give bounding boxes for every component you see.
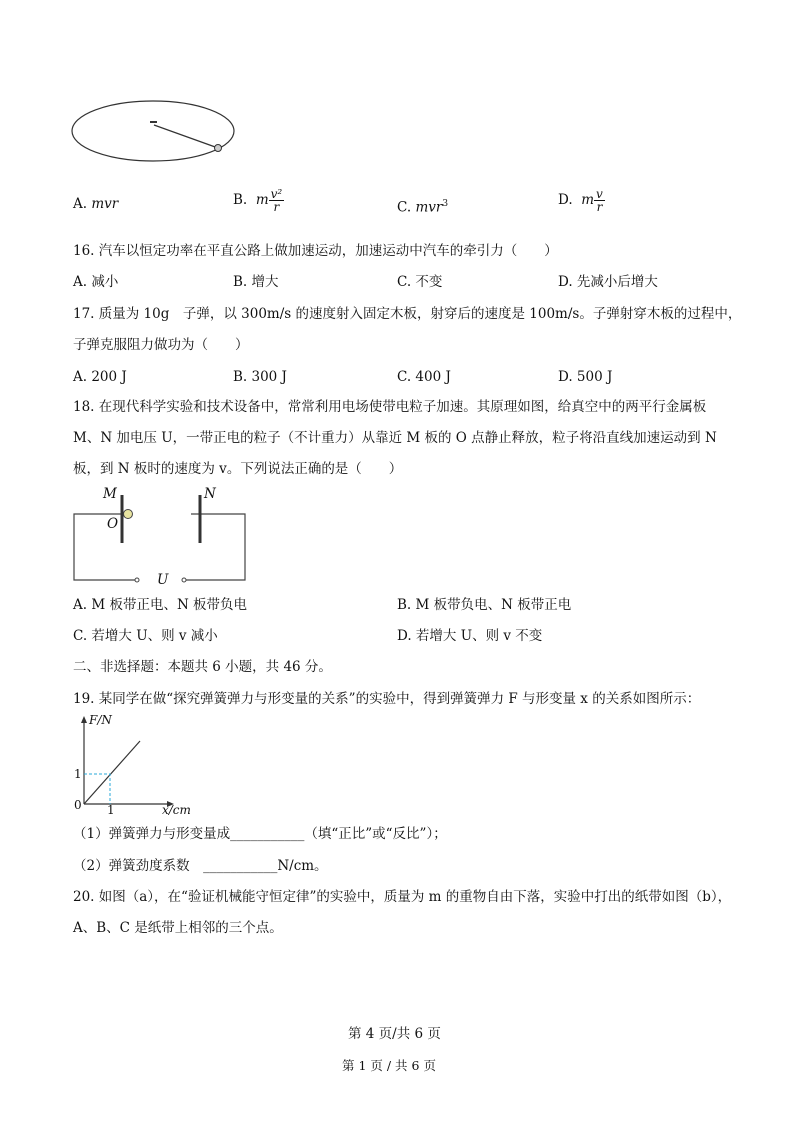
y-axis-label [89,711,112,729]
origin-label: 0 [74,798,82,812]
q18-stem-line2: M、N 加电压 U，一带正电的粒子（不计重力）从靠近 M 板的 O 点静止释放，粒子将沿直线加速运动到 N [73,430,717,446]
label: B. [233,192,248,208]
denominator: r [273,200,280,214]
voltage-u-label: U [157,572,169,588]
q18-option-b[interactable]: B. M 板带负电、N 板带正电 [397,597,572,613]
q16-option-c[interactable]: C. 不变 [397,274,443,290]
q16-stem: 16. 汽车以恒定功率在平直公路上做加速运动，加速运动中汽车的牵引力（ ） [73,243,558,259]
q15-option-b[interactable] [233,188,284,213]
numerator: v² [270,187,283,201]
point-o-label: O [107,516,119,532]
label: A. [73,196,88,212]
q17-option-c[interactable]: C. 400 J [397,369,451,385]
value: mvr [91,196,119,212]
q18-stem-line3: 板，到 N 板时的速度为 v。下列说法正确的是（ ） [73,461,403,477]
label: C. [397,199,412,216]
value: mvr [415,199,443,216]
x-axis-label: x/cm [162,803,191,817]
value: m [255,192,269,208]
q20-stem-line2: A、B、C 是纸带上相邻的三个点。 [73,920,283,936]
q18-option-c[interactable]: C. 若增大 U、则 v 减小 [73,628,218,644]
q19-stem: 19. 某同学在做“探究弹簧弹力与形变量的关系”的实验中，得到弹簧弹力 F 与形变量 x 的关系如图所示： [73,691,701,707]
q15-option-d[interactable] [558,188,605,213]
page-number-outer: 第 1 页 / 共 6 页 [342,1058,436,1073]
q19-sub1: （1）弹簧弹力与形变量成___________（填“正比”或“反比”）； [73,826,447,842]
circular-motion-diagram [70,98,240,168]
page-number-inner: 第 4 页/共 6 页 [348,1026,441,1042]
denominator: r [596,200,603,214]
q17-option-b[interactable]: B. 300 J [233,369,287,385]
x-tick-1: 1 [107,803,115,817]
q19-sub2: （2）弹簧劲度系数 ___________N/cm。 [73,858,328,874]
q18-option-d[interactable]: D. 若增大 U、则 v 不变 [397,628,543,644]
q15-option-c[interactable] [397,195,448,217]
fraction [269,188,285,213]
q18-option-a[interactable]: A. M 板带正电、N 板带负电 [73,597,248,613]
q17-option-d[interactable]: D. 500 J [558,369,613,385]
value: m [581,192,595,208]
q15-option-a[interactable] [73,195,118,213]
q17-option-a[interactable]: A. 200 J [73,369,127,385]
q17-stem-line2: 子弹克服阻力做功为（ ） [73,337,249,353]
q18-stem-line1: 18. 在现代科学实验和技术设备中，常常利用电场使带电粒子加速。其原理如图，给真空中的两平行金属板 [73,399,707,415]
parallel-plates-diagram [70,485,255,585]
fraction [594,188,605,213]
plate-n-label: N [204,486,216,502]
plate-m-label: M [103,486,117,502]
q17-stem-line1: 17. 质量为 10g 子弹，以 300m/s 的速度射入固定木板，射穿后的速度是 100m/s。子弹射穿木板的过程中， [73,306,742,322]
y-axis-label-text: F/N [89,713,112,727]
y-tick-1: 1 [74,767,82,781]
numerator: v [596,187,603,201]
q20-stem-line1: 20. 如图（a），在“验证机械能守恒定律”的实验中，质量为 m 的重物自由下落，实验中打出的纸带如图（b）， [73,889,732,905]
q16-option-b[interactable]: B. 增大 [233,274,279,290]
section-2-heading: 二、非选择题：本题共 6 小题，共 46 分。 [73,659,332,675]
q16-option-d[interactable]: D. 先减小后增大 [558,274,658,290]
q16-option-a[interactable]: A. 减小 [73,274,119,290]
exponent: 3 [442,199,449,209]
label: D. [558,192,573,208]
